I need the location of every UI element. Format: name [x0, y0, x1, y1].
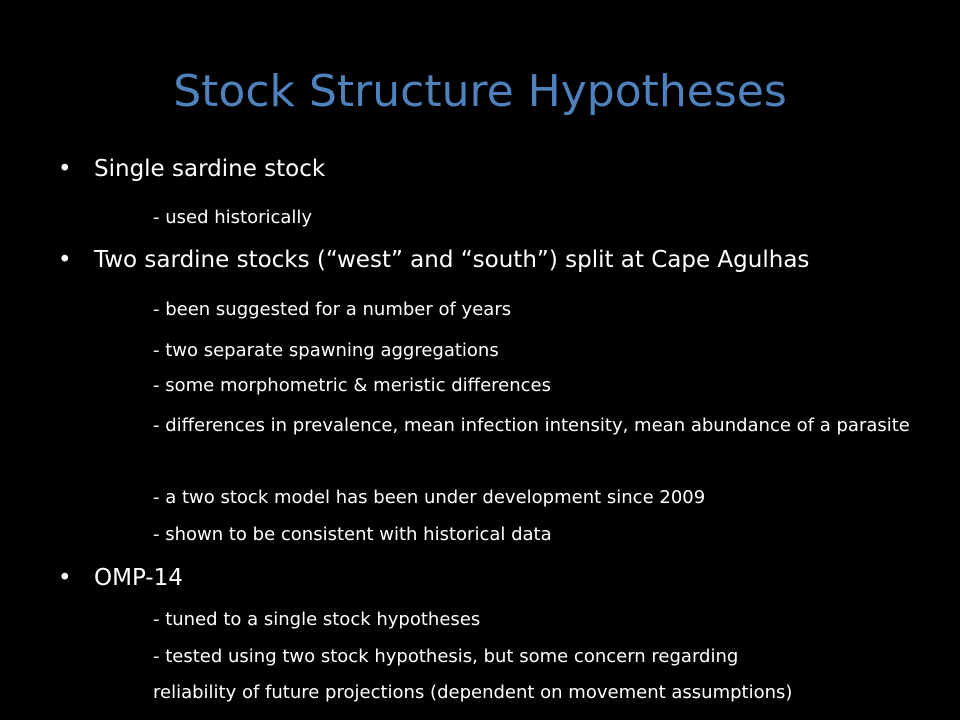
sub-item: - used historically: [153, 207, 313, 228]
sub-item: reliability of future projections (dependent on movement assumptions): [153, 682, 793, 703]
bullet-icon: •: [58, 565, 72, 591]
sub-item: - differences in prevalence, mean infection intensity, mean abundance of a parasite: [153, 415, 910, 436]
bullet-item-single-stock: [58, 154, 325, 184]
bullet-item-omp-14: [58, 563, 183, 593]
bullet-icon: •: [58, 247, 72, 273]
sub-item: - tuned to a single stock hypotheses: [153, 609, 481, 630]
slide-title: Stock Structure Hypotheses: [173, 66, 787, 117]
bullet-icon: •: [58, 156, 72, 182]
sub-item: - shown to be consistent with historical data: [153, 524, 552, 545]
bullet-text: Single sardine stock: [94, 156, 326, 182]
sub-item: - two separate spawning aggregations: [153, 340, 499, 361]
sub-item: - a two stock model has been under development since 2009: [153, 487, 706, 508]
bullet-text: Two sardine stocks (“west” and “south”) split at Cape Agulhas: [94, 247, 810, 273]
bullet-item-two-stocks: [58, 245, 809, 275]
sub-item: - tested using two stock hypothesis, but some concern regarding: [153, 646, 739, 667]
sub-item: - been suggested for a number of years: [153, 299, 512, 320]
bullet-text: OMP-14: [94, 565, 183, 591]
sub-item: - some morphometric & meristic differences: [153, 375, 551, 396]
